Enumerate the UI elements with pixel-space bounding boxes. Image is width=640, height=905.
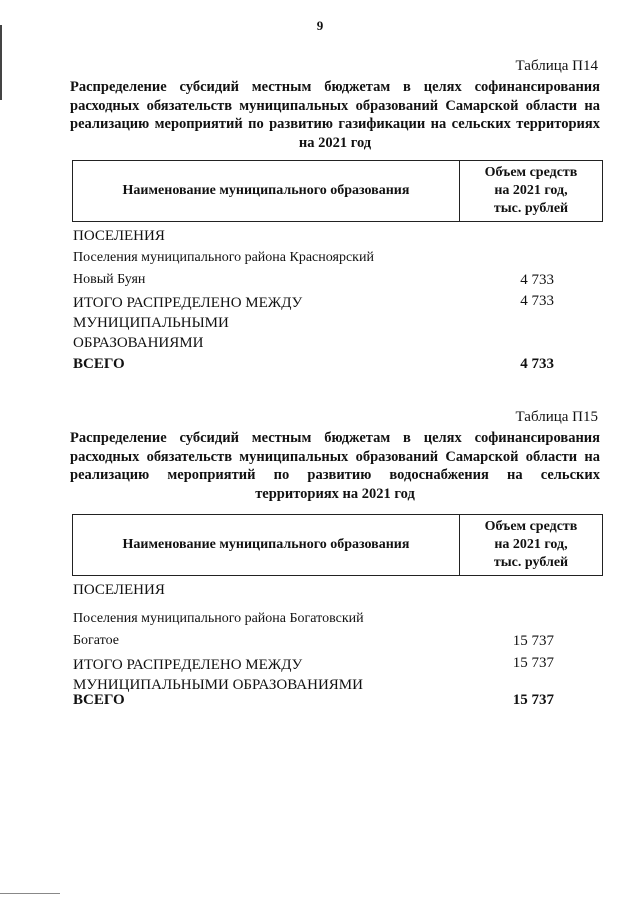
scan-edge-mark (0, 893, 60, 894)
section-label: ПОСЕЛЕНИЯ (73, 228, 165, 244)
header-name-column: Наименование муниципального образования (122, 537, 410, 552)
settlement-value: 15 737 (512, 633, 554, 649)
section-label: ПОСЕЛЕНИЯ (73, 582, 165, 598)
table-title: Распределение субсидий местным бюджетам в целях софинансирования расходных обязательств муниципальных образований Самарской области на реализацию мероприятий по развитию водоснабжения на сельских территориях на 2021 год (70, 430, 600, 502)
total-line: ОБРАЗОВАНИЯМИ (73, 335, 204, 351)
table-label: Таблица П15 (515, 409, 598, 425)
table-title: Распределение субсидий местным бюджетам в целях софинансирования расходных обязательств муниципальных образований Самарской области на реализацию мероприятий по развитию газификации на сельских территориях на 2021 год (70, 79, 600, 151)
total-distributed-value: 15 737 (512, 655, 554, 671)
settlement-name: Богатое (73, 633, 119, 648)
table-header (72, 514, 603, 576)
header-volume-line: Объем средств (484, 519, 578, 534)
header-volume-line: на 2021 год, (494, 183, 568, 198)
total-distributed-value: 4 733 (520, 293, 554, 309)
settlement-value: 4 733 (520, 272, 554, 288)
settlement-name: Новый Буян (73, 272, 146, 287)
total-line: ИТОГО РАСПРЕДЕЛЕНО МЕЖДУ (73, 295, 303, 311)
header-volume-column (460, 161, 602, 221)
header-volume-line: на 2021 год, (494, 537, 568, 552)
header-volume-line: тыс. рублей (493, 555, 569, 570)
header-volume-column (460, 515, 602, 575)
grand-total-label: ВСЕГО (73, 692, 125, 708)
district-label: Поселения муниципального района Красноярский (73, 250, 374, 265)
total-line: МУНИЦИПАЛЬНЫМИ ОБРАЗОВАНИЯМИ (73, 677, 363, 693)
district-label: Поселения муниципального района Богатовский (73, 611, 364, 626)
grand-total-value: 4 733 (520, 356, 554, 372)
header-name-column: Наименование муниципального образования (122, 183, 410, 198)
table-label: Таблица П14 (515, 58, 598, 74)
grand-total-label: ВСЕГО (73, 356, 125, 372)
total-line: ИТОГО РАСПРЕДЕЛЕНО МЕЖДУ (73, 657, 303, 673)
total-distributed-label (73, 293, 302, 353)
header-volume-line: Объем средств (484, 165, 578, 180)
scan-edge-mark (0, 25, 2, 100)
table-header (72, 160, 603, 222)
header-volume-line: тыс. рублей (493, 201, 569, 216)
total-distributed-label (73, 655, 363, 695)
grand-total-value: 15 737 (512, 692, 554, 708)
page-number: 9 (316, 18, 324, 33)
total-line: МУНИЦИПАЛЬНЫМИ (73, 315, 229, 331)
